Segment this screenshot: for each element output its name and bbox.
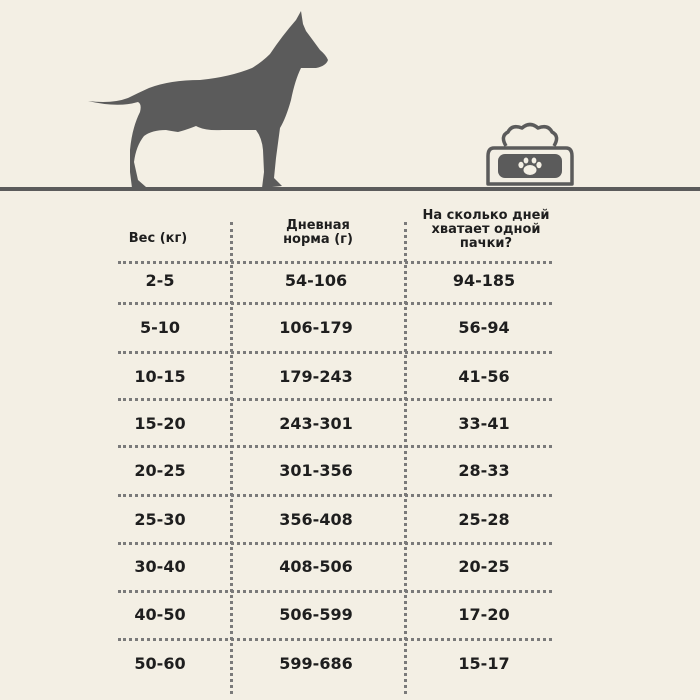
days-per-pack-cell: 33-41 — [458, 414, 510, 433]
weight-cell: 50-60 — [134, 654, 186, 673]
daily-norm-cell: 408-506 — [279, 557, 353, 576]
header-days-per-pack: На сколько дней хватает одной пачки? — [422, 208, 550, 251]
row-divider — [118, 302, 552, 305]
daily-norm-cell: 506-599 — [279, 605, 353, 624]
weight-cell: 40-50 — [134, 605, 186, 624]
row-divider — [118, 542, 552, 545]
row-divider — [118, 261, 552, 264]
header-daily-norm: Дневная норма (г) — [283, 218, 353, 247]
days-per-pack-cell: 25-28 — [458, 510, 510, 529]
weight-cell: 10-15 — [134, 367, 186, 386]
days-per-pack-cell: 56-94 — [458, 318, 510, 337]
daily-norm-cell: 179-243 — [279, 367, 353, 386]
daily-norm-cell: 301-356 — [279, 461, 353, 480]
daily-norm-cell: 106-179 — [279, 318, 353, 337]
header-weight: Вес (кг) — [128, 231, 188, 246]
row-divider — [118, 494, 552, 497]
row-divider — [118, 590, 552, 593]
weight-cell: 20-25 — [134, 461, 186, 480]
weight-cell: 30-40 — [134, 557, 186, 576]
weight-cell: 5-10 — [139, 318, 181, 337]
days-per-pack-cell: 17-20 — [458, 605, 510, 624]
days-per-pack-cell: 15-17 — [458, 654, 510, 673]
row-divider — [118, 445, 552, 448]
daily-norm-cell: 599-686 — [279, 654, 353, 673]
row-divider — [118, 638, 552, 641]
days-per-pack-cell: 41-56 — [458, 367, 510, 386]
days-per-pack-cell: 28-33 — [458, 461, 510, 480]
days-per-pack-cell: 94-185 — [452, 271, 516, 290]
daily-norm-cell: 356-408 — [279, 510, 353, 529]
daily-norm-cell: 54-106 — [284, 271, 348, 290]
food-bowl-paw-icon — [484, 122, 576, 190]
column-divider — [404, 222, 407, 694]
row-divider — [118, 398, 552, 401]
column-divider — [230, 222, 233, 694]
dog-silhouette-icon — [84, 10, 334, 192]
weight-cell: 2-5 — [145, 271, 175, 290]
weight-cell: 15-20 — [134, 414, 186, 433]
daily-norm-cell: 243-301 — [279, 414, 353, 433]
days-per-pack-cell: 20-25 — [458, 557, 510, 576]
ground-line — [0, 187, 700, 191]
weight-cell: 25-30 — [134, 510, 186, 529]
row-divider — [118, 351, 552, 354]
